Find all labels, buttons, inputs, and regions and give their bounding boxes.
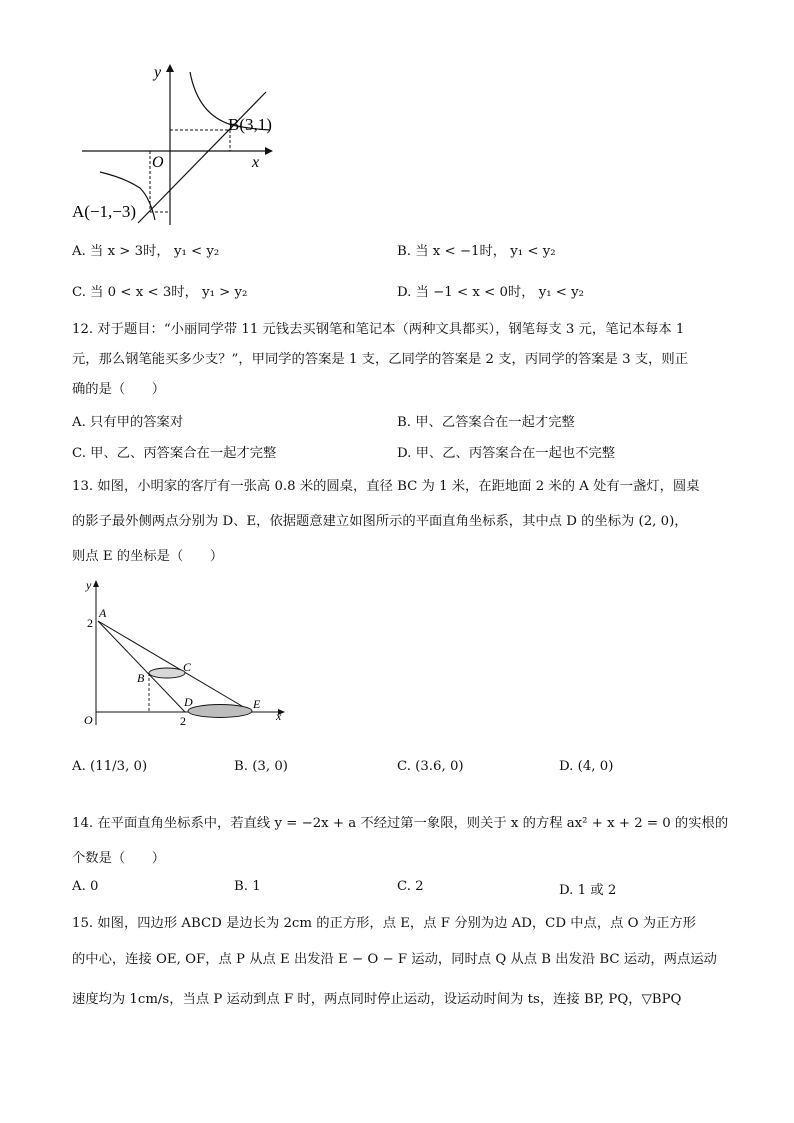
q12-option-d: D. 甲、乙、丙答案合在一起也不完整 <box>397 446 616 461</box>
q12-option-c: C. 甲、乙、丙答案合在一起才完整 <box>72 446 277 461</box>
q13-line-2: 的影子最外侧两点分别为 D、E，依据题意建立如图所示的平面直角坐标系，其中点 D 的坐标为 (2, 0)， <box>72 514 688 529</box>
fig2-x-label: x <box>276 709 282 723</box>
q14-line-1: 14. 在平面直角坐标系中，若直线 y = −2x + a 不经过第一象限，则关于 x 的方程 ax² + x + 2 = 0 的实根的 <box>72 816 729 831</box>
q15-line-3: 速度均为 1cm/s，当点 P 运动到点 F 时，两点同时停止运动，设运动时间为 ts，连接 BP, PQ，▽BPQ <box>72 992 682 1007</box>
q11-option-a: A. 当 x > 3时， y₁ < y₂ <box>72 244 220 259</box>
q11-option-b: B. 当 x < −1时， y₁ < y₂ <box>397 244 556 259</box>
fig2-point-a-label: A <box>99 606 107 620</box>
fig2-point-b-label: B <box>137 671 145 685</box>
q13-option-c: C. (3.6, 0) <box>397 759 464 774</box>
fig1-origin-label: O <box>152 154 164 171</box>
q14-option-c: C. 2 <box>397 879 424 894</box>
q13-option-b: B. (3, 0) <box>234 759 288 774</box>
q12-line-1: 12. 对于题目：“小丽同学带 11 元钱去买钢笔和笔记本（两种文具都买），钢笔每支 3 元，笔记本每本 1 <box>72 322 685 337</box>
fig1-point-a-label: A(−1,−3) <box>72 202 137 221</box>
q14-option-d: D. 1 或 2 <box>559 883 617 898</box>
fig2-point-c-label: C <box>183 660 192 674</box>
fig2-origin-label: O <box>84 713 93 727</box>
q11-option-d: D. 当 −1 < x < 0时， y₁ < y₂ <box>397 285 585 300</box>
q13-option-a: A. (11/3, 0) <box>72 759 148 774</box>
q14-option-b: B. 1 <box>234 879 261 894</box>
q13-line-3: 则点 E 的坐标是（ ） <box>72 549 224 564</box>
fig2-tick-2-y: 2 <box>87 616 93 630</box>
fig1-point-b-label: B(3,1) <box>228 115 272 134</box>
q15-line-2: 的中心，连接 OE, OF，点 P 从点 E 出发沿 E − O − F 运动，同时点 Q 从点 B 出发沿 BC 运动，两点运动 <box>72 952 717 967</box>
q13-line-1: 13. 如图，小明家的客厅有一张高 0.8 米的圆桌，直径 BC 为 1 米，在距地面 2 米的 A 处有一盏灯，圆桌 <box>72 479 700 494</box>
q14-option-a: A. 0 <box>72 879 99 894</box>
fig1-y-label: y <box>154 64 162 81</box>
fig2-point-d-label: D <box>184 695 193 709</box>
q12-line-3: 确的是（ ） <box>72 382 166 397</box>
q15-line-1: 15. 如图，四边形 ABCD 是边长为 2cm 的正方形，点 E，点 F 分别为边 AD，CD 中点，点 O 为正方形 <box>72 916 696 931</box>
q11-option-c: C. 当 0 < x < 3时， y₁ > y₂ <box>72 285 248 300</box>
q12-line-2: 元，那么钢笔能买多少支？”，甲同学的答案是 1 支，乙同学的答案是 2 支，丙同学的答案是 3 支，则正 <box>72 352 689 367</box>
q12-option-b: B. 甲、乙答案合在一起才完整 <box>397 415 575 430</box>
q12-option-a: A. 只有甲的答案对 <box>72 415 184 430</box>
fig2-tick-2-x: 2 <box>180 714 186 728</box>
q14-line-2: 个数是（ ） <box>72 851 166 866</box>
table-shadow-figure <box>72 575 302 730</box>
q13-option-d: D. (4, 0) <box>559 759 614 774</box>
fig2-y-label: y <box>86 578 92 592</box>
fig1-x-label: x <box>252 154 260 171</box>
hyperbola-line-figure <box>70 60 310 230</box>
fig2-point-e-label: E <box>253 697 261 711</box>
